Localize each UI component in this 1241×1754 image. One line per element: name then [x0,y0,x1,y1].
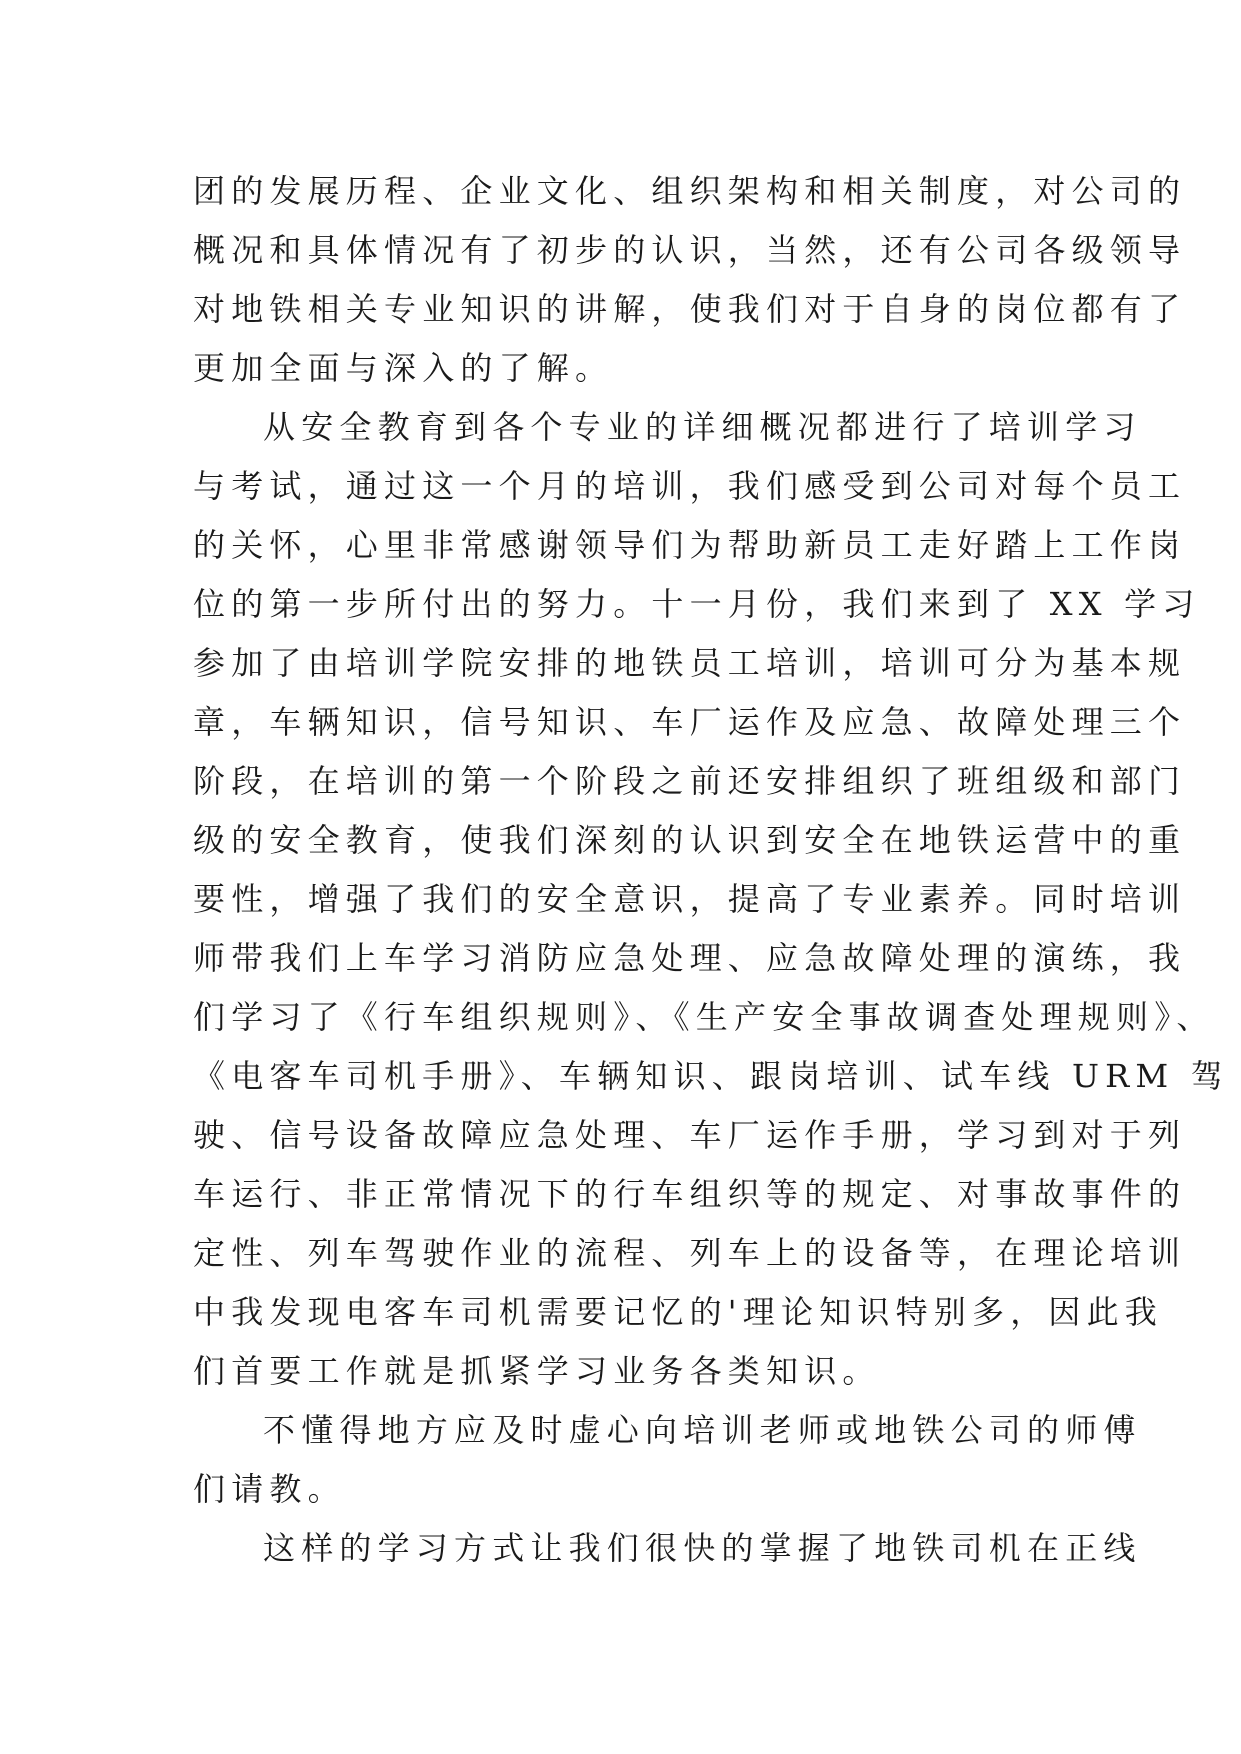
text-line: 与考试，通过这一个月的培训，我们感受到公司对每个员工 [193,467,1187,505]
text-line: 中我发现电客车司机需要记忆的'理论知识特别多，因此我 [193,1293,1163,1331]
text-line: 级的安全教育，使我们深刻的认识到安全在地铁运营中的重 [193,821,1187,859]
text-line: 要性，增强了我们的安全意识，提高了专业素养。同时培训 [193,880,1187,918]
text-line: 定性、列车驾驶作业的流程、列车上的设备等，在理论培训 [193,1234,1187,1272]
text-line: 阶段，在培训的第一个阶段之前还安排组织了班组级和部门 [193,762,1187,800]
text-line: 团的发展历程、企业文化、组织架构和相关制度，对公司的 [193,172,1187,210]
paragraph-first-line: 从安全教育到各个专业的详细概况都进行了培训学习 [263,408,1142,446]
text-line: 更加全面与深入的了解。 [193,349,614,387]
text-line: 师带我们上车学习消防应急处理、应急故障处理的演练，我 [193,939,1187,977]
text-line: 参加了由培训学院安排的地铁员工培训，培训可分为基本规 [193,644,1187,682]
text-line: 们学习了《行车组织规则》、《生产安全事故调查处理规则》、 [193,998,1215,1036]
text-line: 概况和具体情况有了初步的认识，当然，还有公司各级领导 [193,231,1187,269]
text-line: 章，车辆知识，信号知识、车厂运作及应急、故障处理三个 [193,703,1187,741]
paragraph-first-line: 不懂得地方应及时虚心向培训老师或地铁公司的师傅 [263,1411,1142,1449]
text-line: 《电客车司机手册》、车辆知识、跟岗培训、试车线 URM 驾 [193,1057,1229,1095]
paragraph-first-line: 这样的学习方式让我们很快的掌握了地铁司机在正线 [263,1529,1142,1567]
text-line: 车运行、非正常情况下的行车组织等的规定、对事故事件的 [193,1175,1187,1213]
text-line: 的关怀，心里非常感谢领导们为帮助新员工走好踏上工作岗 [193,526,1187,564]
text-line: 位的第一步所付出的努力。十一月份，我们来到了 XX 学习 [193,585,1201,623]
document-body [193,162,1229,1578]
text-line: 对地铁相关专业知识的讲解，使我们对于自身的岗位都有了 [193,290,1187,328]
text-line: 们首要工作就是抓紧学习业务各类知识。 [193,1352,881,1390]
text-line: 们请教。 [193,1470,346,1508]
text-line: 驶、信号设备故障应急处理、车厂运作手册，学习到对于列 [193,1116,1187,1154]
